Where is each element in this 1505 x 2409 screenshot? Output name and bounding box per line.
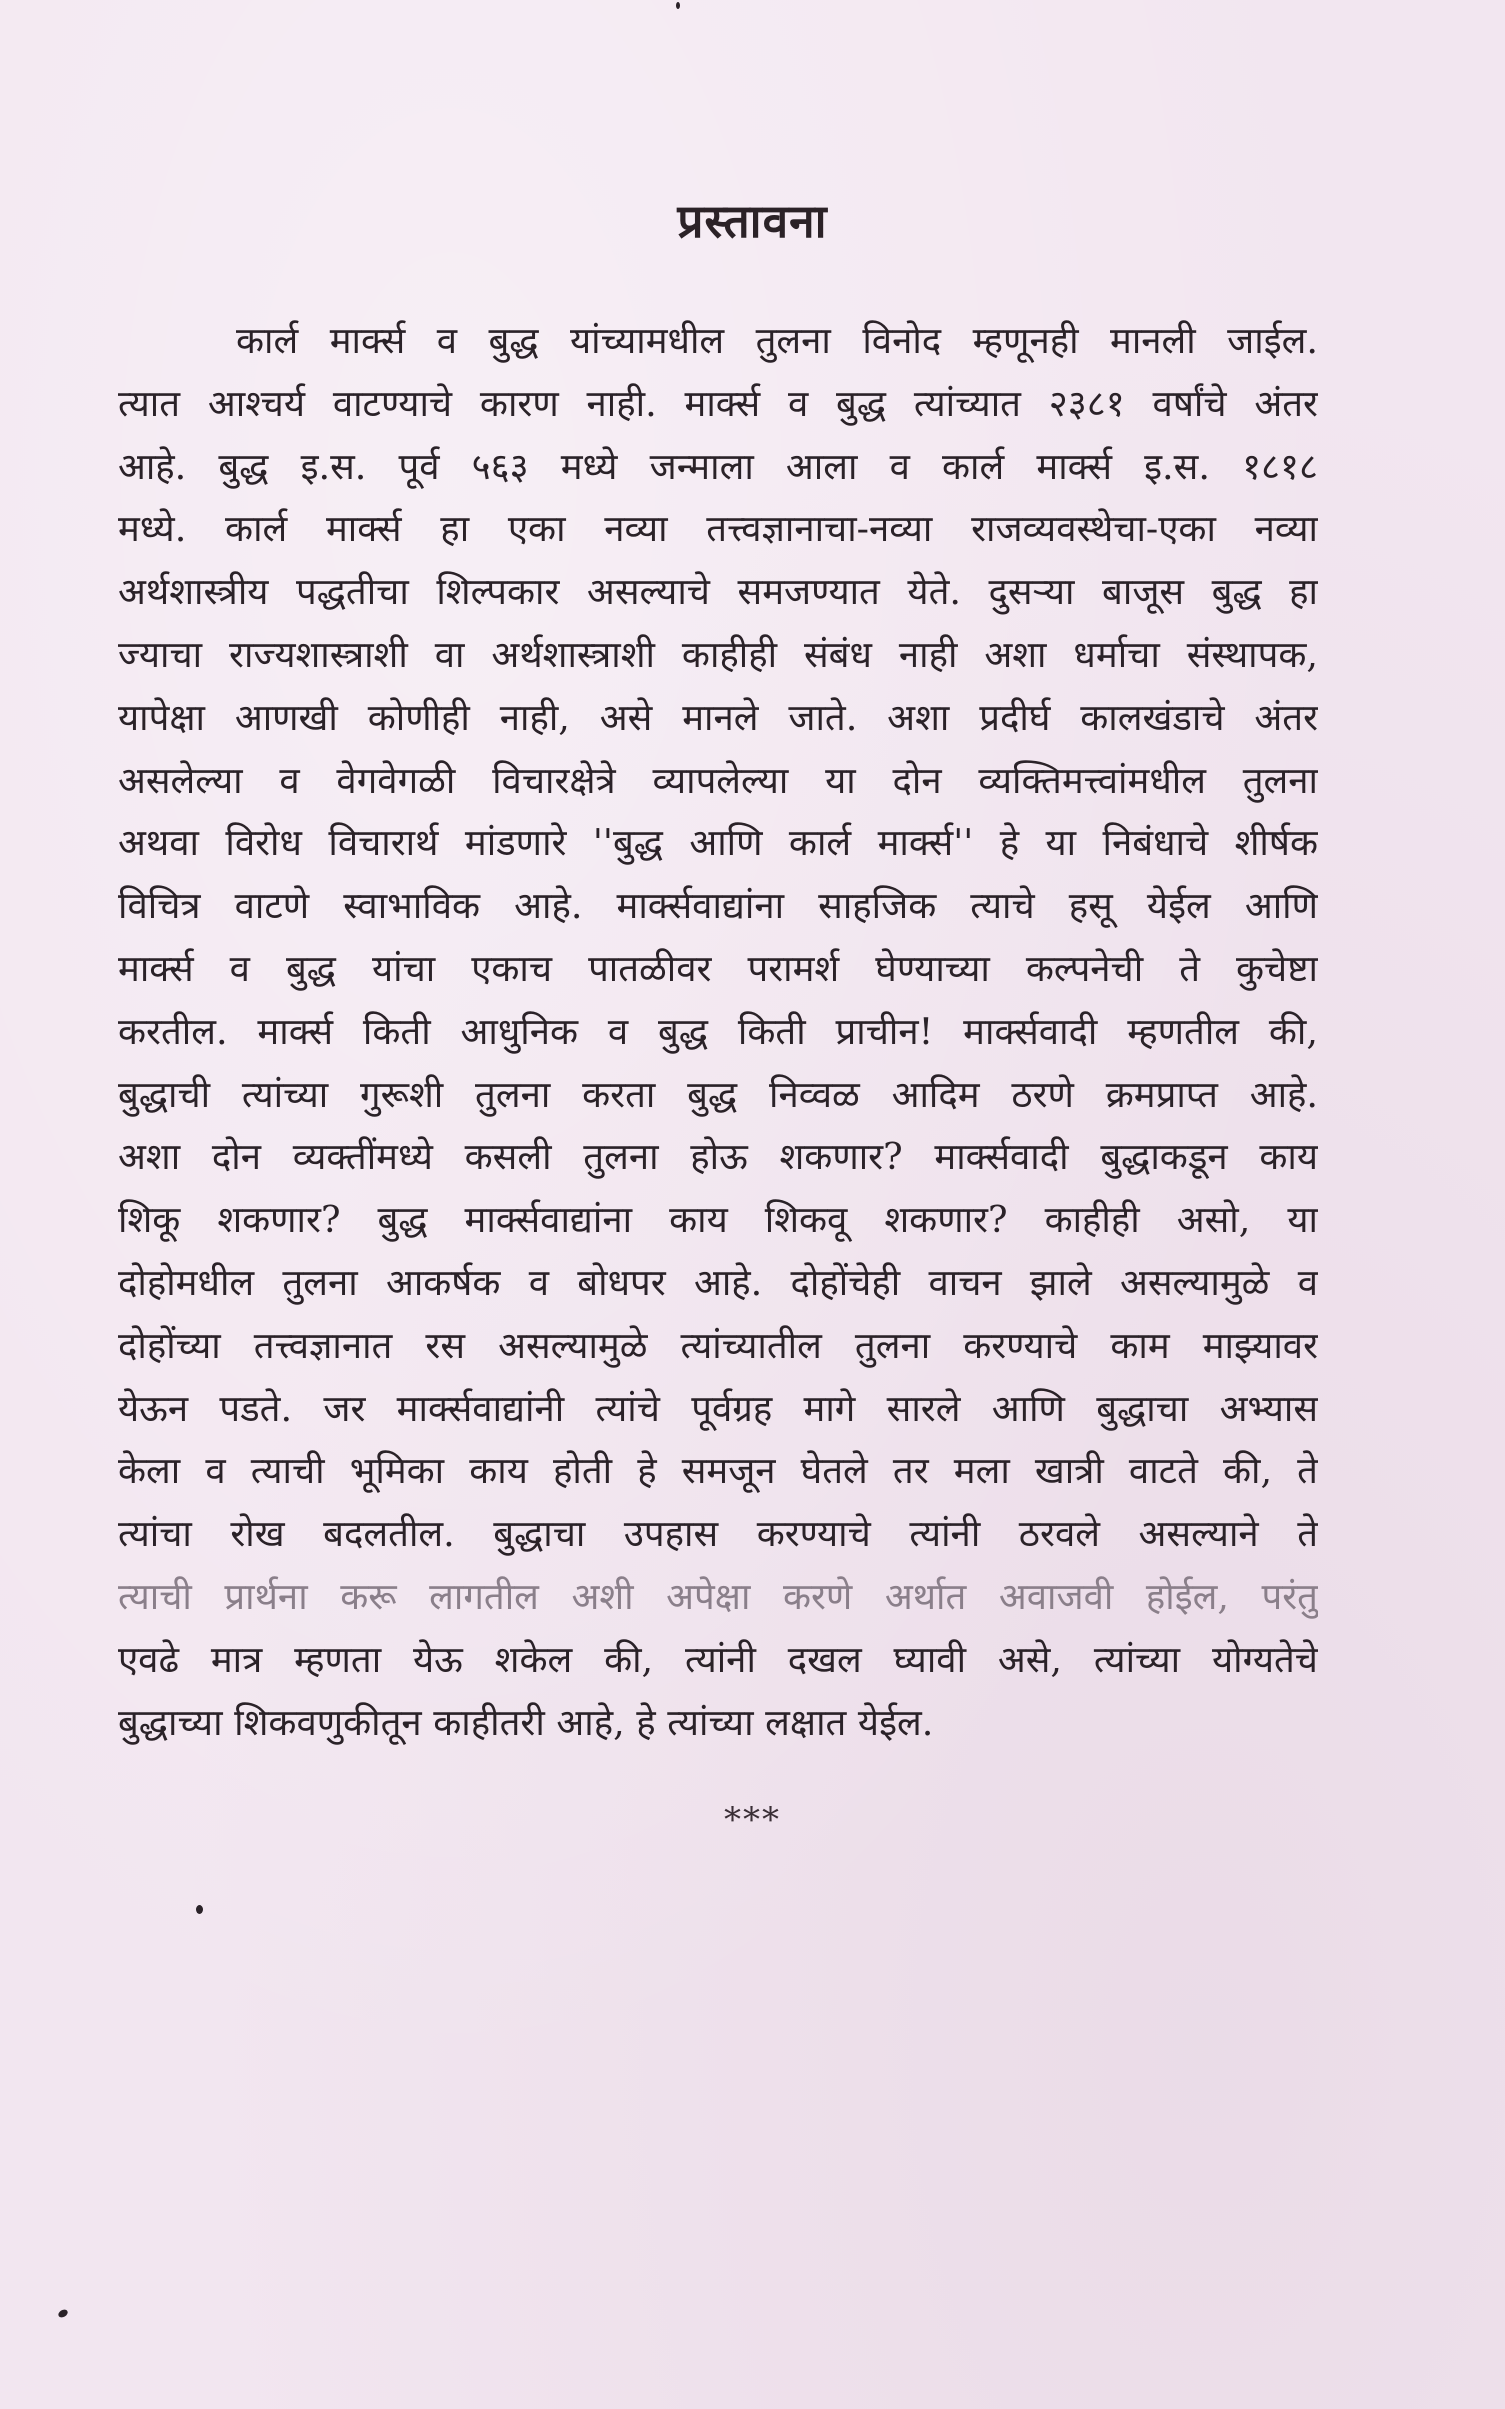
text-line: त्याची प्रार्थना करू लागतील अशी अपेक्षा करणे अर्थात अवाजवी होईल, परंतु bbox=[118, 1574, 1318, 1618]
text-line: केला व त्याची भूमिका काय होती हे समजून घेतले तर मला खात्री वाटते की, ते bbox=[118, 1449, 1318, 1493]
text-line: दोहोंच्या तत्त्वज्ञानात रस असल्यामुळे त्यांच्यातील तुलना करण्याचे काम माझ्यावर bbox=[118, 1323, 1318, 1367]
preface-paragraph bbox=[118, 310, 1318, 1754]
text-line: ज्याचा राज्यशास्त्राशी वा अर्थशास्त्राशी काहीही संबंध नाही अशा धर्माचा संस्थापक, bbox=[118, 632, 1318, 676]
section-end-ornament: *** bbox=[724, 1800, 781, 1840]
ink-speck bbox=[676, 2, 680, 9]
ink-speck bbox=[57, 2308, 69, 2319]
text-line: यापेक्षा आणखी कोणीही नाही, असे मानले जाते. अशा प्रदीर्घ कालखंडाचे अंतर bbox=[118, 695, 1318, 739]
text-line: मध्ये. कार्ल मार्क्स हा एका नव्या तत्त्वज्ञानाचा-नव्या राजव्यवस्थेचा-एका नव्या bbox=[118, 507, 1318, 551]
text-line: त्यांचा रोख बदलतील. बुद्धाचा उपहास करण्याचे त्यांनी ठरवले असल्याने ते bbox=[118, 1512, 1318, 1556]
ink-speck bbox=[196, 1905, 203, 1914]
text-line: शिकू शकणार? बुद्ध मार्क्सवाद्यांना काय शिकवू शकणार? काहीही असो, या bbox=[118, 1198, 1318, 1242]
text-line: अर्थशास्त्रीय पद्धतीचा शिल्पकार असल्याचे समजण्यात येते. दुसऱ्या बाजूस बुद्ध हा bbox=[118, 570, 1318, 614]
text-line: अशा दोन व्यक्तींमध्ये कसली तुलना होऊ शकणार? मार्क्सवादी बुद्धाकडून काय bbox=[118, 1135, 1318, 1179]
text-line: एवढे मात्र म्हणता येऊ शकेल की, त्यांनी दखल घ्यावी असे, त्यांच्या योग्यतेचे bbox=[118, 1637, 1318, 1681]
text-line: बुद्धाची त्यांच्या गुरूशी तुलना करता बुद्ध निव्वळ आदिम ठरणे क्रमप्राप्त आहे. bbox=[118, 1072, 1318, 1116]
text-line: असलेल्या व वेगवेगळी विचारक्षेत्रे व्यापलेल्या या दोन व्यक्तिमत्त्वांमधील तुलना bbox=[118, 758, 1318, 802]
text-line: विचित्र वाटणे स्वाभाविक आहे. मार्क्सवाद्यांना साहजिक त्याचे हसू येईल आणि bbox=[118, 884, 1318, 928]
text-line: बुद्धाच्या शिकवणुकीतून काहीतरी आहे, हे त्यांच्या लक्षात येईल. bbox=[118, 1700, 934, 1744]
page-title: प्रस्तावना bbox=[677, 193, 828, 248]
text-line: कार्ल मार्क्स व बुद्ध यांच्यामधील तुलना विनोद म्हणूनही मानली जाईल. bbox=[236, 319, 1318, 362]
text-line: मार्क्स व बुद्ध यांचा एकाच पातळीवर परामर्श घेण्याच्या कल्पनेची ते कुचेष्टा bbox=[118, 946, 1318, 990]
text-line: करतील. मार्क्स किती आधुनिक व बुद्ध किती प्राचीन! मार्क्सवादी म्हणतील की, bbox=[118, 1009, 1318, 1053]
text-line: त्यात आश्चर्य वाटण्याचे कारण नाही. मार्क्स व बुद्ध त्यांच्यात २३८१ वर्षांचे अंतर bbox=[118, 381, 1318, 425]
text-line: येऊन पडते. जर मार्क्सवाद्यांनी त्यांचे पूर्वग्रह मागे सारले आणि बुद्धाचा अभ्यास bbox=[118, 1386, 1318, 1430]
text-line: अथवा विरोध विचारार्थ मांडणारे ''बुद्ध आणि कार्ल मार्क्स'' हे या निबंधाचे शीर्षक bbox=[118, 821, 1318, 865]
text-line: दोहोमधील तुलना आकर्षक व बोधपर आहे. दोहोंचेही वाचन झाले असल्यामुळे व bbox=[118, 1260, 1318, 1304]
text-line: आहे. बुद्ध इ.स. पूर्व ५६३ मध्ये जन्माला आला व कार्ल मार्क्स इ.स. १८१८ bbox=[118, 444, 1318, 488]
